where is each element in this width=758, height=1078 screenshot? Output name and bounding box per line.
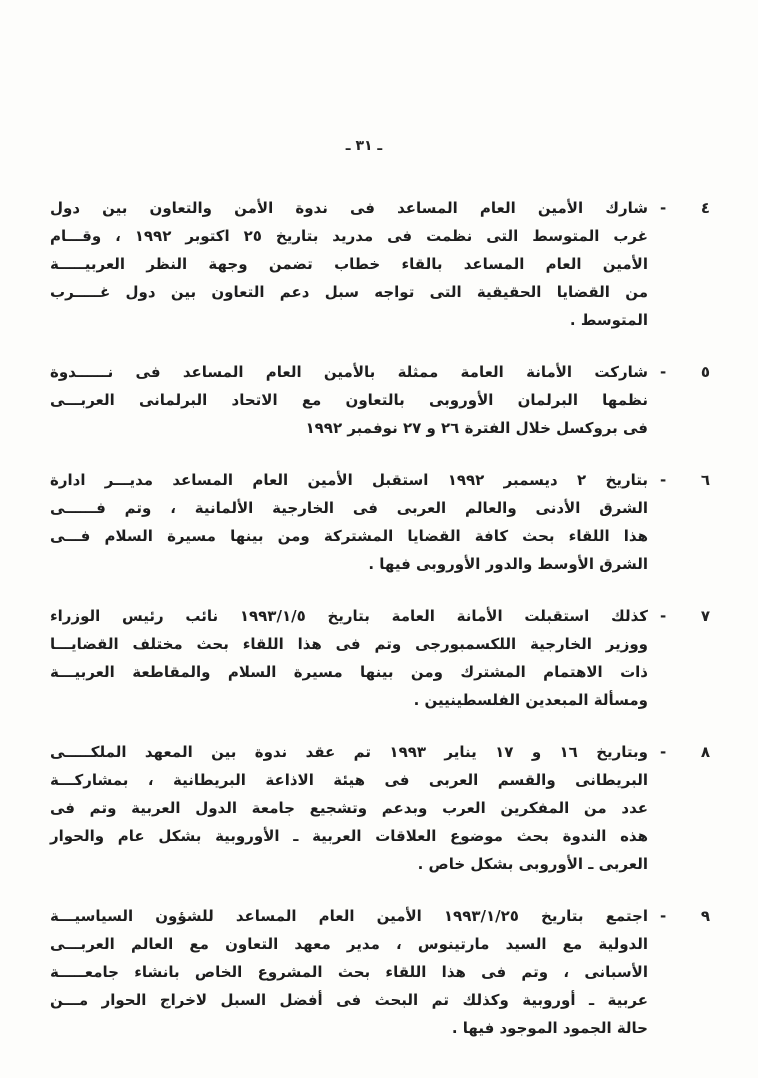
text-line: شاركت الأمانة العامة ممثلة بالأمين العام المساعد فى نــــــدوة — [50, 363, 648, 381]
item-number: ٥ — [700, 363, 710, 381]
text-line: الدولية مع السيد مارتينوس ، مدير معهد التعاون مع العالم العربـــى — [50, 935, 648, 953]
paragraph — [50, 738, 648, 878]
text-line: الشرق الأدنى والعالم العربى فى الخارجية الألمانية ، وتم فــــــى — [50, 499, 648, 517]
text-line: العربى ـ الأوروبى بشكل خاص . — [417, 855, 648, 873]
text-line: المتوسط . — [569, 311, 648, 329]
list-item — [50, 358, 710, 442]
item-marker — [648, 738, 710, 878]
text-line: ومسألة المبعدين الفلسطينيين . — [413, 691, 648, 709]
text-line: وبتاريخ ١٦ و ١٧ يناير ١٩٩٣ تم عقد ندوة بين المعهد الملكـــــى — [50, 743, 649, 761]
item-marker — [648, 902, 710, 1042]
text-line: كذلك استقبلت الأمانة العامة بتاريخ ١٩٩٣/١/٥ نائب رئيس الوزراء — [50, 607, 649, 625]
text-line: هذا اللقاء بحث كافة القضايا المشتركة ومن بينها مسيرة السلام فـــى — [50, 527, 648, 545]
text-line: فى بروكسل خلال الفترة ٢٦ و ٢٧ نوفمبر ١٩٩٢ — [305, 419, 648, 437]
paragraph — [50, 358, 648, 442]
paragraph — [50, 194, 648, 334]
item-dash: - — [660, 363, 667, 381]
list-item — [50, 902, 710, 1042]
text-line: اجتمع بتاريخ ١٩٩٣/١/٢٥ الأمين العام المساعد للشؤون السياسيـــة — [50, 907, 648, 925]
item-number: ٤ — [700, 199, 710, 217]
item-dash: - — [660, 743, 667, 761]
text-line: ووزير الخارجية اللكسمبورجى وتم فى هذا اللقاء بحث مختلف القضايـــا — [50, 635, 648, 653]
document-body — [50, 194, 710, 1066]
list-item — [50, 194, 710, 334]
item-marker — [648, 358, 710, 442]
text-line: الأمين العام المساعد بالقاء خطاب تضمن وجهة النظر العربيـــــة — [50, 255, 648, 273]
item-number: ٩ — [700, 907, 710, 925]
item-marker — [648, 466, 710, 578]
text-line: ذات الاهتمام المشترك ومن بينها مسيرة السلام والمقاطعة العربيـــة — [50, 663, 648, 681]
item-marker — [648, 194, 710, 334]
item-dash: - — [660, 907, 667, 925]
text-line: عدد من المفكرين العرب وبدعم وتشجيع جامعة الدول العربية وتم فى — [50, 799, 648, 817]
item-number: ٧ — [700, 607, 710, 625]
list-item — [50, 466, 710, 578]
page-number: ـ ٣١ ـ — [345, 138, 383, 154]
paragraph — [50, 466, 648, 578]
item-dash: - — [660, 471, 667, 489]
text-line: هذه الندوة بحث موضوع العلاقات العربية ـ الأوروبية بشكل عام والحوار — [50, 827, 648, 845]
text-line: الأسبانى ، وتم فى هذا اللقاء بحث المشروع الخاص بانشاء جامعـــــة — [50, 963, 648, 981]
text-line: الشرق الأوسط والدور الأوروبى فيها . — [368, 555, 648, 573]
item-number: ٦ — [700, 471, 710, 489]
item-number: ٨ — [700, 743, 710, 761]
paragraph — [50, 902, 648, 1042]
item-marker — [648, 602, 710, 714]
list-item — [50, 738, 710, 878]
text-line: من القضايا الحقيقية التى تواجه سبل دعم التعاون بين دول غـــــرب — [50, 283, 648, 301]
text-line: البريطانى والقسم العربى فى هيئة الاذاعة البريطانية ، بمشاركـــة — [50, 771, 648, 789]
text-line: غرب المتوسط التى نظمت فى مدريد بتاريخ ٢٥ اكتوبر ١٩٩٢ ، وقـــام — [50, 227, 648, 245]
text-line: حالة الجمود الموجود فيها . — [451, 1019, 648, 1037]
paragraph — [50, 602, 648, 714]
item-dash: - — [660, 199, 667, 217]
text-line: بتاريخ ٢ ديسمبر ١٩٩٢ استقبل الأمين العام المساعد مديـــر ادارة — [50, 471, 648, 489]
item-dash: - — [660, 607, 667, 625]
text-line: عربية ـ أوروبية وكذلك تم البحث فى أفضل السبل لاخراج الحوار مـــن — [50, 991, 648, 1009]
text-line: نظمها البرلمان الأوروبى بالتعاون مع الاتحاد البرلمانى العربـــى — [50, 391, 648, 409]
text-line: شارك الأمين العام المساعد فى ندوة الأمن والتعاون بين دول — [50, 199, 648, 217]
list-item — [50, 602, 710, 714]
